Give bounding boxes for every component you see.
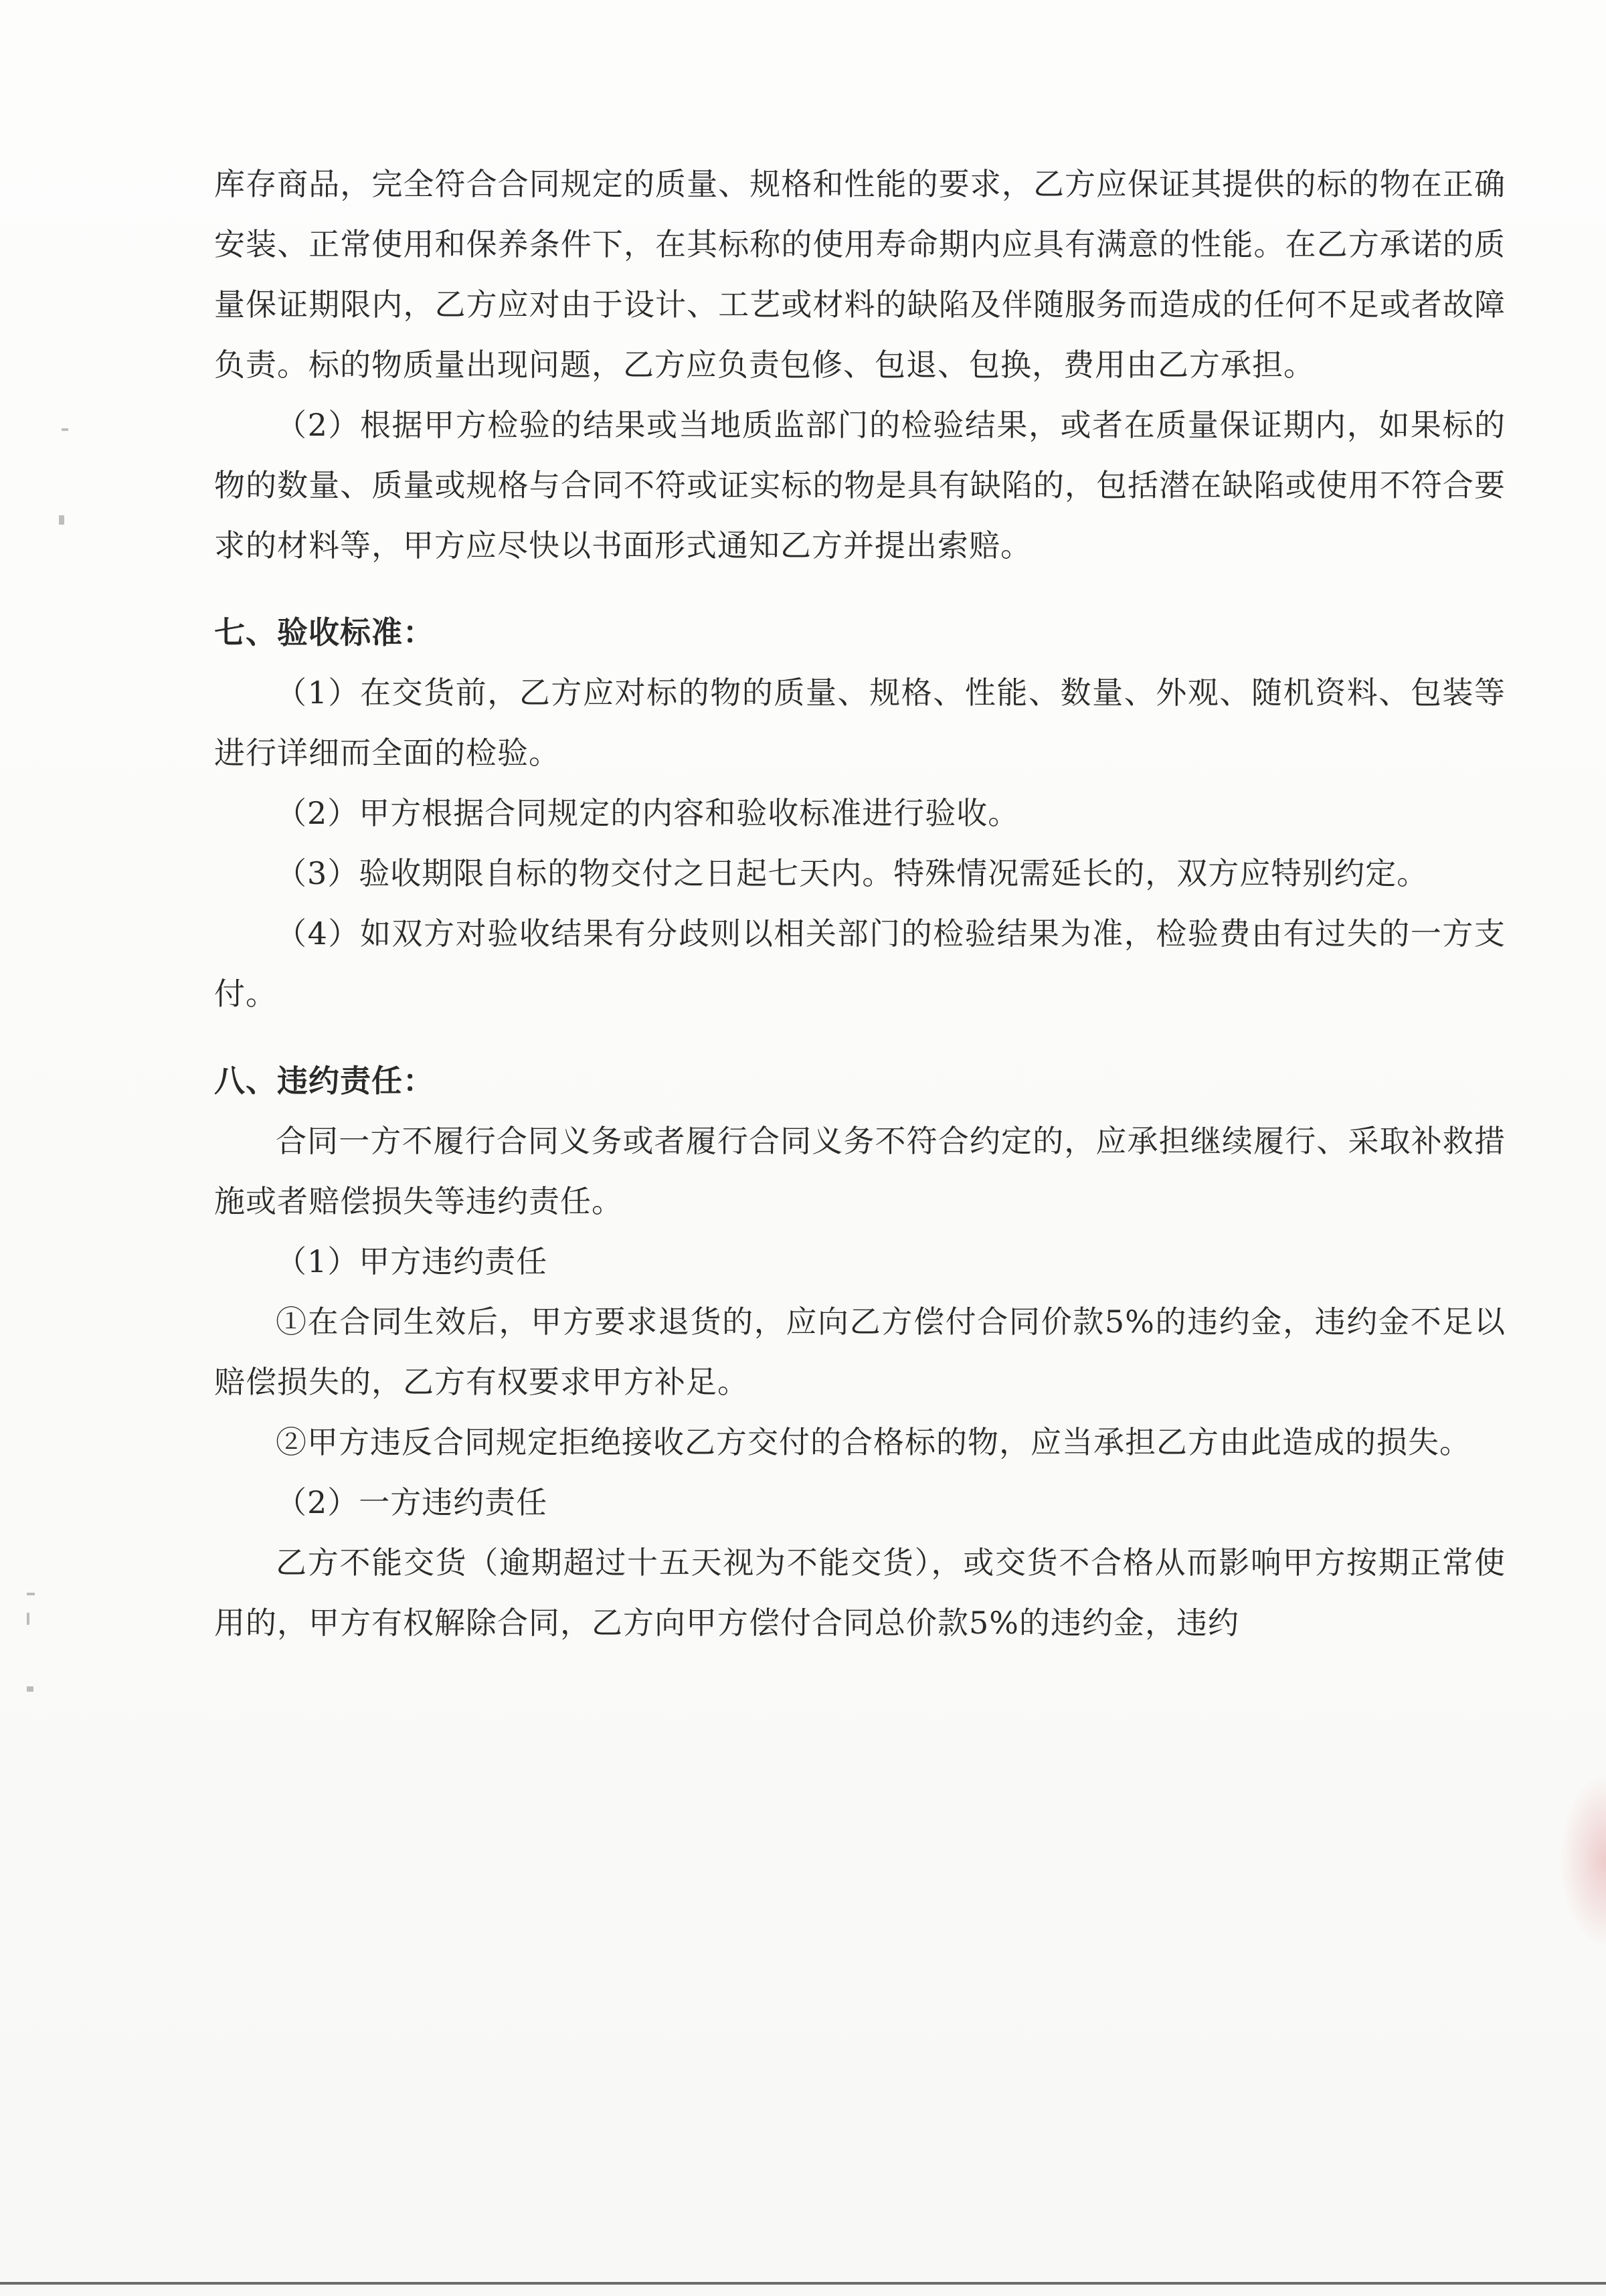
paragraph-acceptance-4: （4）如双方对验收结果有分歧则以相关部门的检验结果为准，检验费由有过失的一方支付。 [214,915,1506,1012]
scan-mark [27,1686,33,1692]
spacer [214,576,1506,602]
seal-edge-stain [1559,1773,1606,1947]
section-heading-acceptance: 七、验收标准： [214,614,434,650]
paragraph-warranty-continued: 库存商品，完全符合合同规定的质量、规格和性能的要求，乙方应保证其提供的标的物在正确安装、正常使用和保养条件下，在其标称的使用寿命期内应具有满意的性能。在乙方承诺的质量保证期限内，乙方应对由于设计、工艺或材料的缺陷及伴随服务而造成的任何不足或者故障负责。标的物质量出现问题，乙方应负责包修、包退、包换，费用由乙方承担。 [214,166,1506,383]
paragraph-party-liability-title: （2）一方违约责任 [276,1484,548,1520]
scan-mark [27,1593,35,1595]
paragraph-claim-notice: （2）根据甲方检验的结果或当地质监部门的检验结果，或者在质量保证期内，如果标的物的数量、质量或规格与合同不符或证实标的物是具有缺陷的，包括潜在缺陷或使用不符合要求的材料等，甲方应尽快以书面形式通知乙方并提出索赔。 [214,407,1506,563]
section-heading-liability: 八、违约责任： [214,1063,434,1099]
scan-mark [62,428,68,431]
paragraph-party-b-non-delivery: 乙方不能交货（逾期超过十五天视为不能交货），或交货不合格从而影响甲方按期正常使用的，甲方有权解除合同，乙方向甲方偿付合同总价款5%的违约金，违约 [214,1544,1506,1641]
paragraph-party-a-liability-title: （1）甲方违约责任 [276,1243,548,1279]
paragraph-party-a-liability-2: ②甲方违反合同规定拒绝接收乙方交付的合格标的物，应当承担乙方由此造成的损失。 [276,1424,1471,1460]
scan-mark [27,1613,29,1625]
paragraph-acceptance-1: （1）在交货前，乙方应对标的物的质量、规格、性能、数量、外观、随机资料、包装等进行详细而全面的检验。 [214,675,1506,771]
paragraph-acceptance-2: （2）甲方根据合同规定的内容和验收标准进行验收。 [276,795,1020,831]
scan-mark [59,515,64,525]
page-bottom-edge [0,2282,1606,2285]
paragraph-liability-intro: 合同一方不履行合同义务或者履行合同义务不符合约定的，应承担继续履行、采取补救措施或者赔偿损失等违约责任。 [214,1123,1506,1219]
document-body [214,154,1506,1653]
paragraph-party-a-liability-1: ①在合同生效后，甲方要求退货的，应向乙方偿付合同价款5%的违约金，违约金不足以赔偿损失的，乙方有权要求甲方补足。 [214,1304,1506,1400]
spacer [214,1024,1506,1051]
paragraph-acceptance-3: （3）验收期限自标的物交付之日起七天内。特殊情况需延长的，双方应特别约定。 [276,855,1429,891]
